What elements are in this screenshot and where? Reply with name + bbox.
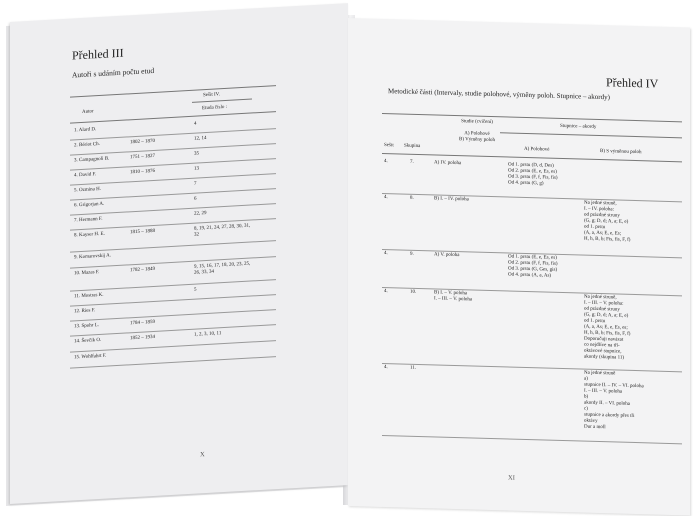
row-sesit: 4. bbox=[384, 159, 388, 165]
author-years: 1852 – 1934 bbox=[130, 334, 155, 342]
row-vymena-line: od 1. prstu bbox=[584, 318, 606, 325]
row-rule bbox=[382, 435, 682, 444]
row-vymena-line: (A, a, As; E, e, Es; bbox=[584, 230, 622, 237]
row-rule bbox=[70, 240, 276, 253]
col-studie-a-header: A) Polohové bbox=[464, 131, 490, 137]
row-vymena-line: od 1. prstu bbox=[584, 224, 606, 231]
author-etudes: 6 bbox=[194, 196, 197, 202]
left-page-number: X bbox=[200, 451, 205, 459]
author-name: 4. David F. bbox=[74, 172, 97, 179]
row-skupina: 9. bbox=[410, 251, 414, 257]
row-rule bbox=[70, 309, 276, 322]
row-studie: B) I. – IV. poloha bbox=[434, 196, 469, 203]
col-sesit-header: Sešit bbox=[384, 143, 394, 149]
col-stup-b-header: B) S výměnou poloh bbox=[600, 149, 642, 156]
right-page-title: Přehled IV bbox=[606, 75, 659, 91]
table-top-rule bbox=[70, 85, 276, 98]
author-name: 9. Komarovskij A. bbox=[74, 253, 111, 261]
row-vymena-line: Doporučuji navázat bbox=[584, 336, 624, 343]
row-skupina: 10. bbox=[410, 289, 417, 295]
row-vymena-line: Na jedné struně bbox=[584, 370, 616, 377]
row-rule bbox=[382, 287, 682, 296]
row-vymena-line: od prázdné struny bbox=[584, 306, 620, 313]
author-name: 1. Alard D. bbox=[74, 127, 97, 134]
row-studie: A) IV. poloha bbox=[434, 160, 462, 167]
author-name: 3. Campagnoli B. bbox=[74, 156, 110, 164]
right-page-number: XI bbox=[508, 474, 515, 482]
left-page-title: Přehled III bbox=[72, 45, 124, 63]
author-etudes bbox=[194, 245, 254, 248]
row-vymena-line: I. – III. – V. poloha: bbox=[584, 300, 624, 307]
author-years: 1782 – 1849 bbox=[130, 266, 155, 274]
row-polohove-line: Od 1. prstu (E, e, Es, es) bbox=[508, 254, 557, 261]
row-sesit: 4. bbox=[384, 195, 388, 201]
col-stupnice-header: Stupnice – akordy bbox=[560, 123, 597, 130]
author-years: 1751 – 1827 bbox=[130, 153, 155, 161]
left-page-subtitle: Autoři s udáním počtu etud bbox=[72, 65, 155, 80]
row-vymena-line: oktávy bbox=[584, 418, 598, 424]
author-years: 1784 – 1859 bbox=[130, 319, 155, 327]
author-etudes bbox=[194, 314, 254, 317]
row-polohove-line: Od 2. prstu (E, e, Es, es) bbox=[508, 168, 557, 175]
row-vymena-line: b) bbox=[584, 394, 589, 400]
row-vymena-line: akordy II. – VI. poloha bbox=[584, 400, 631, 407]
row-vymena-line: H, h, B, b; Fis, fis, F, f) bbox=[584, 330, 631, 337]
row-skupina: 7. bbox=[410, 159, 414, 165]
row-vymena-line: a) bbox=[584, 376, 588, 382]
author-etudes bbox=[194, 299, 254, 302]
group-rule bbox=[192, 98, 252, 102]
row-vymena-line: (A, a, As; E, e, Es, es; bbox=[584, 324, 628, 331]
row-vymena-line: (G, g; D, d; A, a; E, e) bbox=[584, 312, 629, 319]
row-skupina: 11. bbox=[410, 365, 417, 371]
row-vymena-line: Dur a moll bbox=[584, 424, 606, 431]
row-vymena-line: I. – IV. poloha: bbox=[584, 206, 615, 213]
row-vymena-line: oktávové stupnice, bbox=[584, 348, 622, 355]
author-etudes: 1, 2, 3, 10, 11 bbox=[194, 331, 222, 338]
author-name: 2. Bériot Ch. bbox=[74, 141, 100, 149]
row-vymena-line: I. – III. – V. poloha bbox=[584, 388, 623, 395]
row-polohove-line: Od 4. prstu (A, a, As) bbox=[508, 272, 552, 279]
row-vymena-line: H, h, B, b; Fis, fis, F, f) bbox=[584, 236, 631, 243]
row-studie: A) V. poloha bbox=[434, 252, 460, 259]
author-name: 12. Ries F. bbox=[74, 308, 96, 315]
author-etudes bbox=[194, 345, 254, 348]
author-years: 1810 – 1876 bbox=[130, 168, 155, 176]
right-page-subtitle: Metodické části (Intervaly, studie polohové, výměny poloh. Stupnice – akordy) bbox=[388, 87, 610, 102]
row-sesit: 4. bbox=[384, 365, 388, 371]
stupnice-rule bbox=[500, 132, 682, 138]
row-vymena-line: od prázdné struny bbox=[584, 212, 620, 219]
col-skupina-header: Skupina bbox=[404, 143, 421, 150]
author-years: 1815 – 1888 bbox=[130, 228, 155, 236]
author-etudes: 9, 15, 16, 17, 18, 20, 23, 25, 26, 33, 34 bbox=[194, 261, 251, 276]
author-etudes: 5 bbox=[194, 287, 197, 293]
row-sesit: 4. bbox=[384, 289, 388, 295]
row-skupina: 8. bbox=[410, 195, 414, 201]
left-page bbox=[10, 3, 348, 504]
author-etudes: 7 bbox=[194, 181, 197, 187]
row-sesit: 4. bbox=[384, 251, 388, 257]
right-page bbox=[348, 18, 690, 516]
author-years: 1802 – 1870 bbox=[130, 138, 155, 146]
author-name: 6. Grigorjan A. bbox=[74, 201, 105, 209]
row-rule bbox=[382, 363, 682, 372]
row-vymena-line: (G, g; D, d; A, a; E, e) bbox=[584, 218, 629, 225]
row-vymena-line: akordy (skupina 11) bbox=[584, 354, 625, 361]
row-studie: B) I. – V. poloha I. – III. – V. poloha bbox=[434, 290, 473, 303]
col-etuda-header: Etuda číslo : bbox=[202, 104, 227, 112]
author-name: 10. Mazas F. bbox=[74, 269, 100, 277]
row-vymena-line: stupnice a akordy přes tři bbox=[584, 412, 635, 420]
row-vymena-line: c) bbox=[584, 406, 588, 412]
row-vymena-line: stupnice II. – IV. – VI. poloha bbox=[584, 382, 644, 390]
col-studie-b-header: B) Výměny poloh bbox=[458, 137, 496, 144]
author-etudes: 8, 19, 21, 24, 27, 28, 30, 31, 32 bbox=[194, 223, 251, 238]
author-etudes: 13 bbox=[194, 166, 199, 172]
col-group-header: Sešit IV. bbox=[203, 92, 220, 99]
row-vymena-line: Na jedné struně, bbox=[584, 294, 617, 301]
author-name: 13. Spohr L. bbox=[74, 323, 99, 330]
row-polohove-line: Od 4. prstu (G, g) bbox=[508, 180, 544, 187]
row-vymena-line: co nejdříve na tří- bbox=[584, 342, 620, 349]
row-polohove-line: Od 2. prstu (F, f, Fis, fis) bbox=[508, 260, 558, 267]
row-polohove-line: Od 3. prstu (F, f, Fis, fis) bbox=[508, 174, 558, 181]
row-rule bbox=[382, 193, 682, 202]
author-name: 7. Hermann F. bbox=[74, 216, 103, 224]
author-name: 5. Ozmina H. bbox=[74, 186, 101, 194]
table-top-rule-right bbox=[382, 113, 682, 122]
author-etudes: 35 bbox=[194, 151, 199, 157]
row-polohove-line: Od 3. prstu (G, Ges, gis) bbox=[508, 266, 558, 273]
author-name: 11. Mostras K. bbox=[74, 292, 104, 300]
author-name: 15. Wohlfahrt F. bbox=[74, 353, 107, 361]
author-etudes: 12, 14 bbox=[194, 136, 207, 142]
row-polohove-line: Od 1. prstu (D, d, Des) bbox=[508, 162, 554, 169]
author-etudes: 22, 29 bbox=[194, 211, 207, 217]
col-studie-header: Studie (cvičení) bbox=[461, 119, 493, 126]
author-name: 14. Ševčík O. bbox=[74, 337, 102, 345]
col-stup-a-header: A) Polohové bbox=[524, 146, 550, 153]
col-author-header: Autor bbox=[82, 109, 94, 115]
author-etudes: 4 bbox=[194, 121, 197, 127]
row-vymena-line: Na jedné struně, bbox=[584, 200, 617, 207]
author-name: 8. Kayser H. E. bbox=[74, 231, 105, 239]
